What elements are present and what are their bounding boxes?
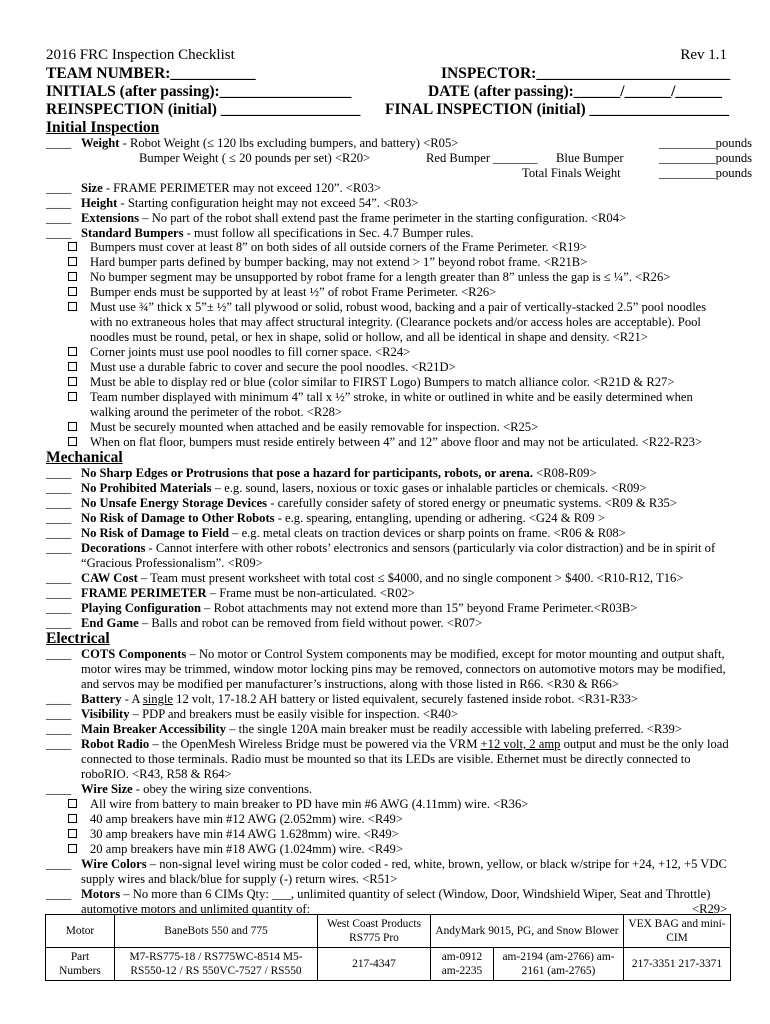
blue-bumper-label: Blue Bumper <box>556 151 624 165</box>
section-initial-inspection: Initial Inspection <box>46 119 160 136</box>
bumper-weight-label: Bumper Weight ( ≤ 20 pounds per set) <R20> <box>139 151 371 165</box>
check-blank[interactable]: ____ <box>46 496 72 510</box>
table-header-cell: AndyMark 9015, PG, and Snow Blower <box>431 915 624 948</box>
checkbox-icon[interactable] <box>68 287 77 296</box>
check-blank[interactable]: ____ <box>46 722 72 736</box>
table-cell: 217-4347 <box>318 948 431 981</box>
red-bumper-field[interactable]: Red Bumper _______ <box>426 151 538 165</box>
section-mechanical: Mechanical <box>46 449 123 466</box>
table-cell: am-0912 am-2235 <box>431 948 494 981</box>
table-header-cell: BaneBots 550 and 775 <box>115 915 318 948</box>
check-blank[interactable]: ____ <box>46 601 72 615</box>
checkbox-icon[interactable] <box>68 422 77 431</box>
check-blank[interactable]: ____ <box>46 707 72 721</box>
checkbox-icon[interactable] <box>68 242 77 251</box>
initials-field[interactable]: INITIALS (after passing):_________________ <box>46 83 352 100</box>
checkbox-icon[interactable] <box>68 829 77 838</box>
motors-rule: <R29> <box>692 902 728 916</box>
check-blank[interactable]: ____ <box>46 647 72 661</box>
check-blank[interactable]: ____ <box>46 466 72 480</box>
check-blank[interactable]: ____ <box>46 541 72 555</box>
table-cell: M7-RS775-18 / RS775WC-8514 M5-RS550-12 / RS 550VC-7527 / RS550 <box>115 948 318 981</box>
check-blank[interactable]: ____ <box>46 136 72 150</box>
total-finals-label: Total Finals Weight <box>522 166 621 180</box>
checkbox-icon[interactable] <box>68 362 77 371</box>
checkbox-icon[interactable] <box>68 377 77 386</box>
check-blank[interactable]: ____ <box>46 511 72 525</box>
checkbox-icon[interactable] <box>68 347 77 356</box>
checkbox-icon[interactable] <box>68 437 77 446</box>
check-blank[interactable]: ____ <box>46 586 72 600</box>
section-electrical: Electrical <box>46 630 110 647</box>
check-blank[interactable]: ____ <box>46 526 72 540</box>
team-number-field[interactable]: TEAM NUMBER:___________ <box>46 65 256 82</box>
checkbox-icon[interactable] <box>68 302 77 311</box>
table-cell: 217-3351 217-3371 <box>624 948 731 981</box>
check-blank[interactable]: ____ <box>46 782 72 796</box>
table-cell: am-2194 (am-2766) am-2161 (am-2765) <box>494 948 624 981</box>
check-blank[interactable]: ____ <box>46 887 72 901</box>
check-blank[interactable]: ____ <box>46 616 72 630</box>
reinspection-field[interactable]: REINSPECTION (initial) __________________ <box>46 101 361 118</box>
checkbox-icon[interactable] <box>68 799 77 808</box>
table-row <box>46 915 731 948</box>
check-blank[interactable]: ____ <box>46 692 72 706</box>
check-blank[interactable]: ____ <box>46 181 72 195</box>
check-blank[interactable]: ____ <box>46 226 72 240</box>
check-blank[interactable]: ____ <box>46 571 72 585</box>
table-header-cell: Motor <box>46 915 115 948</box>
table-header-cell: West Coast Products RS775 Pro <box>318 915 431 948</box>
table-row <box>46 948 731 981</box>
check-blank[interactable]: ____ <box>46 211 72 225</box>
checkbox-icon[interactable] <box>68 814 77 823</box>
check-blank[interactable]: ____ <box>46 737 72 751</box>
checkbox-icon[interactable] <box>68 392 77 401</box>
total-finals-line[interactable]: _________pounds <box>659 166 753 180</box>
check-blank[interactable]: ____ <box>46 481 72 495</box>
robot-weight-line[interactable]: _________pounds <box>659 136 753 150</box>
motor-table <box>45 914 731 981</box>
checkbox-icon[interactable] <box>68 844 77 853</box>
blue-bumper-line[interactable]: _________pounds <box>659 151 753 165</box>
final-inspection-field[interactable]: FINAL INSPECTION (initial) __________________ <box>385 101 730 118</box>
inspector-field[interactable]: INSPECTOR:_________________________ <box>441 65 731 82</box>
check-blank[interactable]: ____ <box>46 196 72 210</box>
check-blank[interactable]: ____ <box>46 857 72 871</box>
table-cell: Part Numbers <box>46 948 115 981</box>
table-header-cell: VEX BAG and mini-CIM <box>624 915 731 948</box>
checkbox-icon[interactable] <box>68 257 77 266</box>
revision: Rev 1.1 <box>680 47 727 63</box>
date-field[interactable]: DATE (after passing):______/______/______ <box>428 83 722 100</box>
checklist-page: 2016 FRC Inspection Checklist Rev 1.1 TEAM NUMBER:___________ INSPECTOR:_________________________ INITIALS (after passing):_________________ DATE (after passing):______/______/______ REINSPECTION (initial) __________________ FINAL INSPECTION (initial) __________________ Initial Inspection ____ Weight - Robot Weight (≤ 120 lbs excluding bumpers, and battery) <R05> _________pounds Bumper Weight ( ≤ 20 pounds per set) <R20> Red Bumper _______ Blue Bumper _________pounds Total Finals Weight _________pounds ____ Size - FRAME PERIMETER may not exceed 120”. <R03> ____ Height - Starting configuration height may not exceed 54”. <R03> ____ Extensions – No part of the robot shall extend past the frame perimeter in the starting configuration. <R04> ____ Standard Bumpers - must follow all specifications in Sec. 4.7 Bumper rules. Bumpers must cover at least 8” on both sides of all outside corners of the Frame Perimeter. <R19> Hard bumper parts defined by bumper backing, may not extend > 1” beyond robot frame. <R21B> No bumper segment may be unsupported by robot frame for a length greater than 8” unless the gap is ≤ ¼”. <R26> Bumper ends must be supported by at least ½” of robot Frame Perimeter. <R26> Must use ¾” thick x 5”± ½” tall plywood or solid, robust wood, backing and a pair of vertically-stacked 2.5” pool noodles with no extraneous holes that may affect structural integrity. (Clearance pockets and/or access holes are acceptable). Pool noodles must be round, petal, or hex in shape, solid or hollow, and all be identical in shape and density. <R21> Corner joints must use pool noodles to fill corner space. <R24> Must use a durable fabric to cover and secure the pool noodles. <R21D> Must be able to display red or blue (color similar to FIRST Logo) Bumpers to match alliance color. <R21D & R27> Team number displayed with minimum 4” tall x ½” stroke, in white or outlined in white and be easily determined when walking around the perimeter of the robot. <R28> Must be securely mounted when attached and be easily removable for inspection. <R25> When on flat floor, bumpers must reside entirely between 4” and 12” above floor and may not be articulated. <R22-R23> Mechanical ____ No Sharp Edges or Protrusions that pose a hazard for participants, robots, or arena. <R08-R09> ____ No Prohibited Materials – e.g. sound, lasers, noxious or toxic gases or inhalable particles or chemicals. <R09> ____ No Unsafe Energy Storage Devices - carefully consider safety of stored energy or pneumatic systems. <R09 & R35> ____ No Risk of Damage to Other Robots - e.g. spearing, entangling, upending or adhering. <G24 & R09 > ____ No Risk of Damage to Field – e.g. metal cleats on traction devices or sharp points on frame. <R06 & R08> ____ Decorations - Cannot interfere with other robots’ electronics and sensors (particularly via color distraction) and be in spirit of “Gracious Professionalism”. <R09> ____ CAW Cost – Team must present worksheet with total cost ≤ $4000, and no single component > $400. <R10-R12, T16> ____ FRAME PERIMETER – Frame must be non-articulated. <R02> ____ Playing Configuration – Robot attachments may not extend more than 15” beyond Frame Perimeter.<R03B> ____ End Game – Balls and robot can be removed from field without power. <R07> Electrical ____ COTS Components – No motor or Control System components may be modified, except for motor mounting and output shaft, motor wires may be trimmed, window motor locking pins may be removed, connectors on automotive motors may be modified, and servos may be modified per manufacturer’s instructions, along with those listed in R66. <R30 & R66> ____ Battery - A single 12 volt, 17-18.2 AH battery or listed equivalent, securely fastened inside robot. <R31-R33> ____ Visibility – PDP and breakers must be easily visible for inspection. <R40> ____ Main Breaker Accessibility – the single 120A main breaker must be readily accessible with labeling preferred. <R39> ____ Robot Radio – the OpenMesh Wireless Bridge must be powered via the VRM +12 volt, 2 amp output and must be the only load connected to those terminals. Radio must be mounted so that its LEDs are visible. Ethernet must be directly connected to roboRIO. <R43, R58 & R64> ____ Wire Size - obey the wiring size conventions. All wire from battery to main breaker to PD have min #6 AWG (4.11mm) wire. <R36> 40 amp breakers have min #12 AWG (2.052mm) wire. <R49> 30 amp breakers have min #14 AWG 1.628mm) wire. <R49> 20 amp breakers have min #18 AWG (1.024mm) wire. <R49> ____ Wire Colors – non-signal level wiring must be color coded - red, white, brown, yellow, or black w/stripe for +24, +12, +5 VDC supply wires and black/blue for supply (-) return wires. <R51> ____ Motors – No more than 6 CIMs Qty: ___, unlimited quantity of select (Window, Door, Windshield Wiper, Seat and Throttle) automotive motors and unlimited quantity of: <R29> Motor BaneBots 550 and 775 West Coast Products RS775 Pro AndyMark 9015, PG, and Snow Blower VEX BAG and mini-CIM Part Numbers M7-RS775-18 / RS775WC-8514 M5-RS550-12 / RS 550VC-7527 / RS550 217-4347 am-0912 am-2235 am-2194 (am-2766) am-2161 (am-2765) 217-3351 217-3371 <box>0 0 770 1024</box>
page-title: 2016 FRC Inspection Checklist <box>46 47 235 63</box>
checkbox-icon[interactable] <box>68 272 77 281</box>
